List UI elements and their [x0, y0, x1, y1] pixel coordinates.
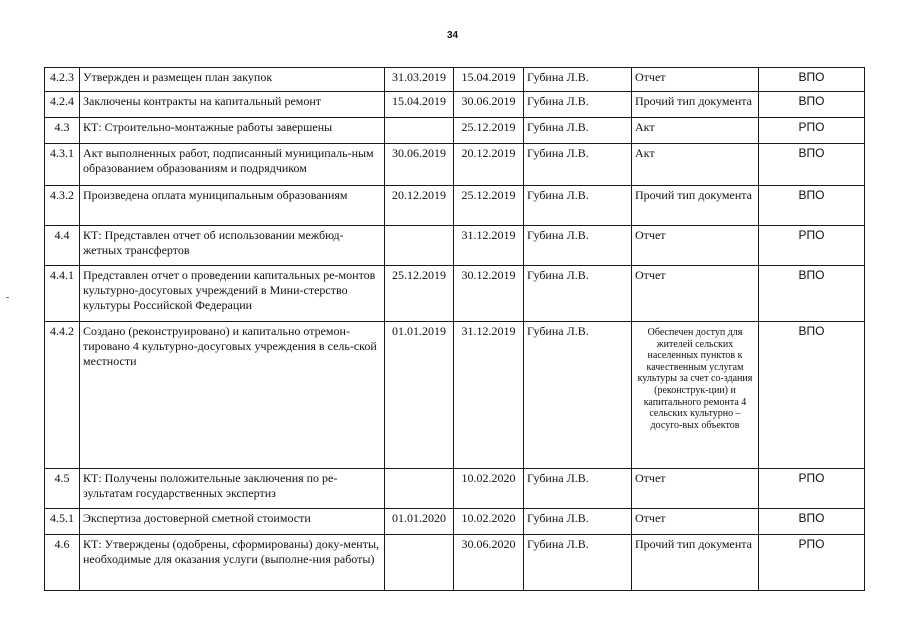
end-date-cell: 15.04.2019 — [454, 68, 524, 92]
row-number-cell: 4.3.2 — [45, 186, 80, 226]
start-date-cell — [385, 226, 454, 266]
row-number-cell: 4.4 — [45, 226, 80, 266]
table-row — [45, 266, 865, 322]
result-document-cell: Прочий тип документа — [632, 535, 759, 591]
responsible-cell: Губина Л.В. — [524, 509, 632, 535]
table-row — [45, 68, 865, 92]
control-type-cell: ВПО — [759, 509, 865, 535]
page-number: 34 — [446, 30, 459, 41]
start-date-cell: 25.12.2019 — [385, 266, 454, 322]
end-date-cell: 25.12.2019 — [454, 186, 524, 226]
result-document-cell: Акт — [632, 118, 759, 144]
start-date-cell: 01.01.2020 — [385, 509, 454, 535]
end-date-cell: 30.06.2019 — [454, 92, 524, 118]
event-description-cell: КТ: Строительно-монтажные работы завершены — [80, 118, 385, 144]
start-date-cell: 01.01.2019 — [385, 322, 454, 469]
end-date-cell: 10.02.2020 — [454, 469, 524, 509]
result-document-cell: Отчет — [632, 266, 759, 322]
event-description-cell: Произведена оплата муниципальным образованиям — [80, 186, 385, 226]
result-document-cell: Отчет — [632, 469, 759, 509]
event-description-cell: КТ: Получены положительные заключения по ре-зультатам государственных экспертиз — [80, 469, 385, 509]
responsible-cell: Губина Л.В. — [524, 118, 632, 144]
control-type-cell: РПО — [759, 118, 865, 144]
control-type-cell: ВПО — [759, 144, 865, 186]
result-document-cell: Прочий тип документа — [632, 92, 759, 118]
result-document-cell: Прочий тип документа — [632, 186, 759, 226]
event-description-cell: КТ: Утверждены (одобрены, сформированы) доку-менты, необходимые для оказания услуги (выполне-ния работы) — [80, 535, 385, 591]
responsible-cell: Губина Л.В. — [524, 266, 632, 322]
start-date-cell: 15.04.2019 — [385, 92, 454, 118]
result-document-cell: Акт — [632, 144, 759, 186]
row-number-cell: 4.4.1 — [45, 266, 80, 322]
table-row — [45, 535, 865, 591]
event-description-cell: Утвержден и размещен план закупок — [80, 68, 385, 92]
row-number-cell: 4.3.1 — [45, 144, 80, 186]
end-date-cell: 31.12.2019 — [454, 226, 524, 266]
event-description-cell: Представлен отчет о проведении капитальных ре-монтов культурно-досуговых учреждений в Мини-стерство культуры Российской Федерации — [80, 266, 385, 322]
start-date-cell — [385, 535, 454, 591]
control-type-cell: РПО — [759, 535, 865, 591]
table-row — [45, 118, 865, 144]
control-type-cell: РПО — [759, 469, 865, 509]
event-description-cell: КТ: Представлен отчет об использовании межбюд-жетных трансфертов — [80, 226, 385, 266]
result-document-cell: Отчет — [632, 226, 759, 266]
row-number-cell: 4.2.4 — [45, 92, 80, 118]
responsible-cell: Губина Л.В. — [524, 186, 632, 226]
table-row — [45, 469, 865, 509]
row-number-cell: 4.2.3 — [45, 68, 80, 92]
end-date-cell: 20.12.2019 — [454, 144, 524, 186]
start-date-cell — [385, 469, 454, 509]
result-document-cell: Отчет — [632, 68, 759, 92]
row-number-cell: 4.4.2 — [45, 322, 80, 469]
responsible-cell: Губина Л.В. — [524, 535, 632, 591]
plan-table — [44, 67, 865, 591]
responsible-cell: Губина Л.В. — [524, 144, 632, 186]
control-type-cell: ВПО — [759, 68, 865, 92]
event-description-cell: Экспертиза достоверной сметной стоимости — [80, 509, 385, 535]
table-row — [45, 509, 865, 535]
control-type-cell: ВПО — [759, 92, 865, 118]
start-date-cell: 31.03.2019 — [385, 68, 454, 92]
table-row — [45, 144, 865, 186]
responsible-cell: Губина Л.В. — [524, 226, 632, 266]
table-row — [45, 226, 865, 266]
end-date-cell: 30.06.2020 — [454, 535, 524, 591]
table-row — [45, 92, 865, 118]
control-type-cell: РПО — [759, 226, 865, 266]
row-number-cell: 4.3 — [45, 118, 80, 144]
end-date-cell: 10.02.2020 — [454, 509, 524, 535]
end-date-cell: 31.12.2019 — [454, 322, 524, 469]
start-date-cell: 20.12.2019 — [385, 186, 454, 226]
event-description-cell: Акт выполненных работ, подписанный муниципаль-ным образованием образованиям и подрядчиком — [80, 144, 385, 186]
control-type-cell: ВПО — [759, 266, 865, 322]
table-row — [45, 186, 865, 226]
responsible-cell: Губина Л.В. — [524, 68, 632, 92]
control-type-cell: ВПО — [759, 186, 865, 226]
event-description-cell: Заключены контракты на капитальный ремонт — [80, 92, 385, 118]
result-document-cell: Отчет — [632, 509, 759, 535]
margin-mark — [6, 297, 9, 298]
event-description-cell: Создано (реконструировано) и капитально отремон-тировано 4 культурно-досуговых учреждения в сель-ской местности — [80, 322, 385, 469]
result-document-cell: Обеспечен доступ для жителей сельских населенных пунктов к качественным услугам культуры за счет со-здания (реконструк-ции) и капитального ремонта 4 сельских культурно – досуго-вых объектов — [632, 322, 759, 469]
start-date-cell — [385, 118, 454, 144]
control-type-cell: ВПО — [759, 322, 865, 469]
responsible-cell: Губина Л.В. — [524, 469, 632, 509]
end-date-cell: 25.12.2019 — [454, 118, 524, 144]
table-row — [45, 322, 865, 469]
responsible-cell: Губина Л.В. — [524, 92, 632, 118]
start-date-cell: 30.06.2019 — [385, 144, 454, 186]
row-number-cell: 4.5 — [45, 469, 80, 509]
row-number-cell: 4.5.1 — [45, 509, 80, 535]
responsible-cell: Губина Л.В. — [524, 322, 632, 469]
end-date-cell: 30.12.2019 — [454, 266, 524, 322]
row-number-cell: 4.6 — [45, 535, 80, 591]
